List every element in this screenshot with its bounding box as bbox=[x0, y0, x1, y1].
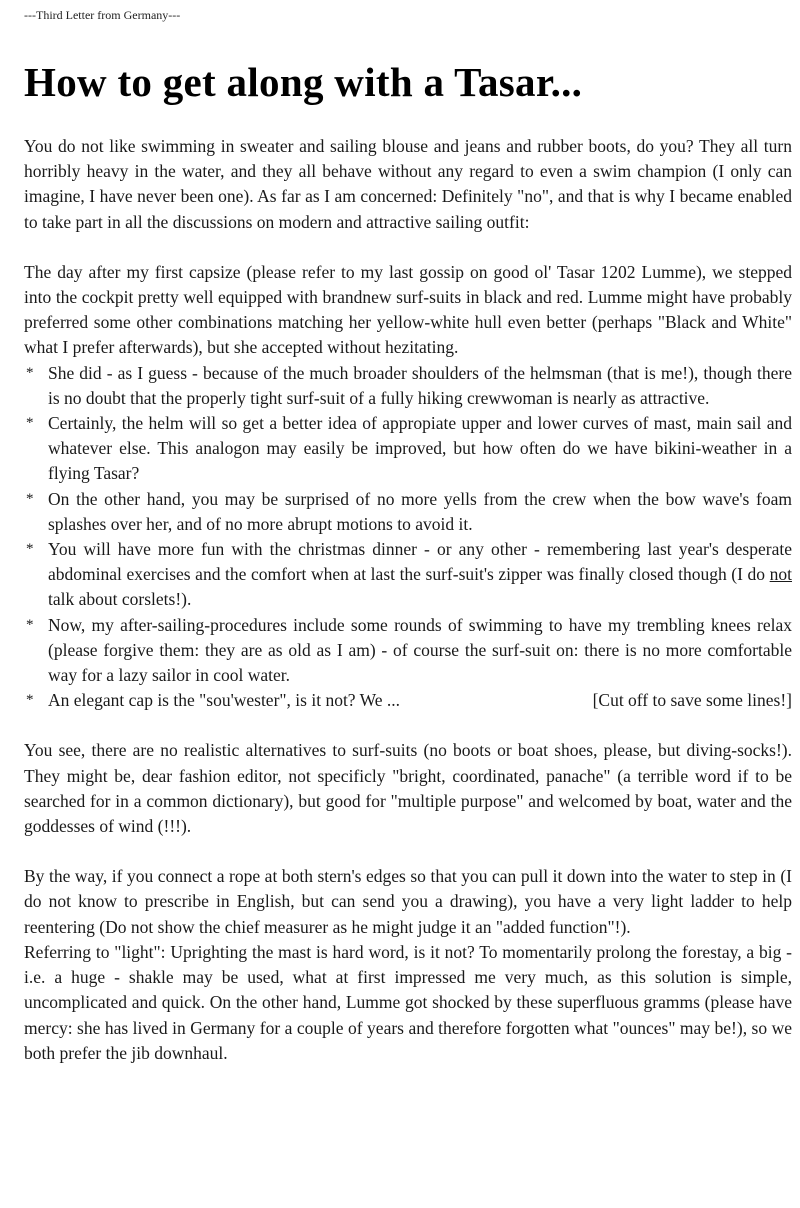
paragraph-capsize: The day after my first capsize (please refer to my last gossip on good ol' Tasar 1202 Lumme), we stepped into the cockpit pretty well equipped with brandnew surf-suits in black and red. Lumme might have probably preferred some other combinations matching her yellow-white hull even better (perhaps "Black and White" what I prefer afterwards), but she accepted without hezitating. bbox=[24, 261, 792, 358]
header-note: ---Third Letter from Germany--- bbox=[24, 8, 181, 22]
bullet-marker: * bbox=[26, 415, 34, 432]
paragraph-gap bbox=[24, 713, 792, 738]
bullet-marker: * bbox=[26, 692, 34, 709]
bullet-marker: * bbox=[26, 541, 34, 558]
bullet-list bbox=[24, 361, 792, 714]
paragraph-surf-suits: You see, there are no realistic alternatives to surf-suits (no boots or boat shoes, please, but diving-socks!). They might be, dear fashion editor, not specificly "bright, coordinated, panache" (a terrible word if to be searched for in a common dictionary), but good for "multiple purpose" and welcomed by boat, water and the goddesses of wind (!!!). bbox=[24, 740, 792, 837]
page-title: How to get along with a Tasar... bbox=[24, 59, 583, 105]
list-item bbox=[24, 361, 792, 411]
list-item bbox=[24, 537, 792, 613]
list-item-text: An elegant cap is the "sou'wester", is it not? We ... bbox=[48, 690, 401, 711]
bullet-marker: * bbox=[26, 364, 34, 381]
editor-note: [Cut off to save some lines!] bbox=[592, 690, 792, 711]
letter-body bbox=[24, 134, 792, 1066]
bullet-marker: * bbox=[26, 490, 34, 507]
paragraph-rope-ladder: By the way, if you connect a rope at both stern's edges so that you can pull it down into the water to step in (I do not know to prescribe in English, but can send you a drawing), you have a very light ladder to help reentering (Do not show the chief measurer as he might judge it an "added function"!). bbox=[24, 866, 792, 937]
list-item-text-before: You will have more fun with the christmas dinner - or any other - remembering last year's desperate abdominal exercises and the comfort when at last the surf-suit's zipper was finally closed though (I do bbox=[48, 539, 792, 585]
list-item bbox=[24, 411, 792, 487]
list-item bbox=[24, 688, 792, 713]
paragraph-gap bbox=[24, 235, 792, 260]
list-item bbox=[24, 613, 792, 689]
paragraph-gap bbox=[24, 839, 792, 864]
underlined-word: not bbox=[769, 564, 792, 585]
list-item-text: She did - as I guess - because of the much broader shoulders of the helmsman (that is me!), though there is no doubt that the properly tight surf-suit of a fully hiking crewwoman is nearly as attractive. bbox=[48, 362, 792, 408]
bullet-marker: * bbox=[26, 616, 34, 633]
paragraph-light: Referring to "light": Uprighting the mast is hard word, is it not? To momentarily prolong the forestay, a big - i.e. a huge - shakle may be used, what at first impressed me very much, as this solution is simple, uncomplicated and quick. On the other hand, Lumme got shocked by these superfluous gramms (please have mercy: she has lived in Germany for a couple of years and therefore forgotten what "ounces" may be!), so we both prefer the jib downhaul. bbox=[24, 941, 792, 1063]
list-item-text: Certainly, the helm will so get a better idea of appropiate upper and lower curves of mast, main sail and whatever else. This analogon may easily be improved, but how often do we have bikini-weather in a flying Tasar? bbox=[48, 413, 792, 484]
list-item-text: Now, my after-sailing-procedures include some rounds of swimming to have my trembling knees relax (please forgive them: they are as old as I am) - of course the surf-suit on: there is no more comfortable way for a lazy sailor in cool water. bbox=[48, 614, 792, 686]
list-item-text-after: talk about corslets!). bbox=[48, 589, 192, 610]
paragraph-intro: You do not like swimming in sweater and sailing blouse and jeans and rubber boots, do you? They all turn horribly heavy in the water, and they all behave without any regard to even a swim champion (I only can imagine, I have never been one). As far as I am concerned: Definitely "no", and that is why I became enabled to take part in all the discussions on modern and attractive sailing outfit: bbox=[24, 136, 792, 232]
list-item-text: On the other hand, you may be surprised of no more yells from the crew when the bow wave's foam splashes over her, and of no more abrupt motions to avoid it. bbox=[48, 488, 792, 534]
list-item bbox=[24, 487, 792, 537]
